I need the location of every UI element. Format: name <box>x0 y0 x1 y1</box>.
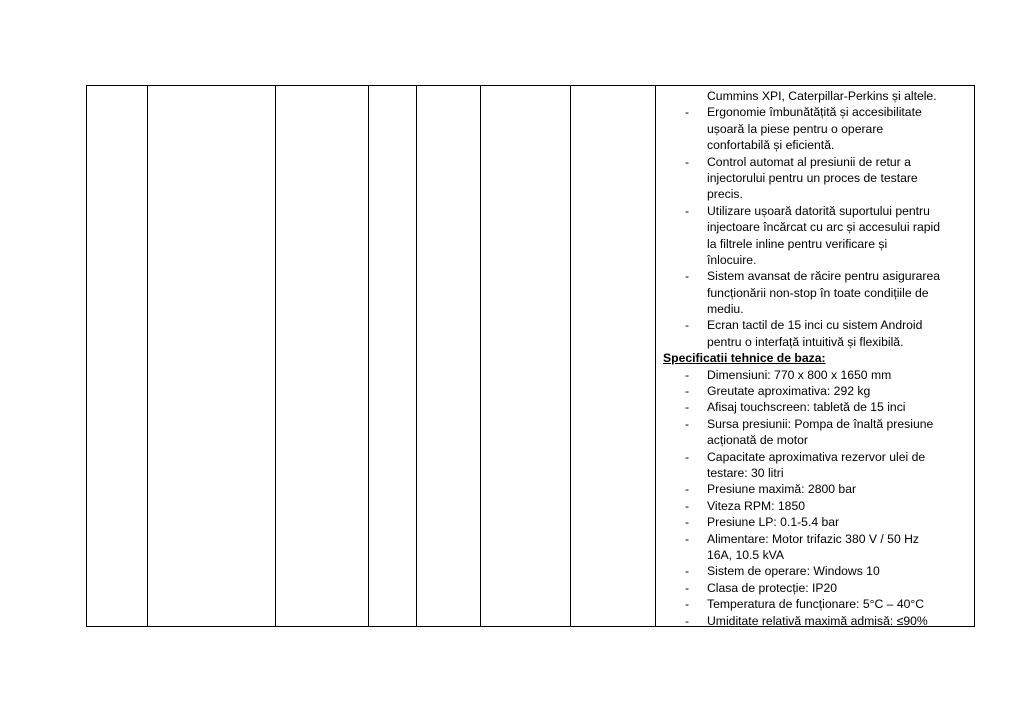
list-item-text: ușoară la piese pentru o operare <box>707 121 884 136</box>
column-divider <box>570 86 571 626</box>
specs-heading-row <box>658 350 974 366</box>
list-bullet-dash: - <box>685 498 690 513</box>
feature-list-item <box>658 104 974 120</box>
list-item-text: Sistem de operare: Windows 10 <box>707 564 880 579</box>
list-item-text: Temperatura de funcționare: 5°C – 40°C <box>707 597 925 612</box>
list-item-text: Presiune LP: 0.1-5.4 bar <box>707 515 840 530</box>
list-item-text: testare: 30 litri <box>707 465 784 480</box>
list-item-text: Umiditate relativă maximă admisă: ≤90% <box>707 613 928 628</box>
column-divider <box>147 86 148 626</box>
list-item-text: Utilizare ușoară datorită suportului pentru <box>707 203 930 218</box>
list-item-text: Alimentare: Motor trifazic 380 V / 50 Hz <box>707 531 920 546</box>
feature-list-item <box>658 334 974 350</box>
list-bullet-dash: - <box>685 597 690 612</box>
spec-list-item <box>658 563 974 579</box>
spec-list-item <box>658 547 974 563</box>
feature-list-item <box>658 170 974 186</box>
spec-list-item <box>658 449 974 465</box>
spec-list-item <box>658 416 974 432</box>
list-item-text: Cummins XPI, Caterpillar-Perkins și altele. <box>707 89 937 103</box>
spec-list-item <box>658 613 974 629</box>
list-bullet-dash: - <box>685 515 690 530</box>
column-divider <box>480 86 481 626</box>
list-bullet-dash: - <box>685 269 690 284</box>
list-item-text: acționată de motor <box>707 433 808 448</box>
list-item-text: mediu. <box>707 302 744 317</box>
list-item-text: Ergonomie îmbunătățită și accesibilitate <box>707 105 922 120</box>
spec-list-item <box>658 481 974 497</box>
spec-list-item <box>658 465 974 481</box>
list-bullet-dash: - <box>685 318 690 333</box>
list-item-text: Sursa presiunii: Pompa de înaltă presiune <box>707 416 934 431</box>
list-item-text: Ecran tactil de 15 inci cu sistem Android <box>707 318 923 333</box>
feature-list-item <box>658 88 974 104</box>
feature-list-item <box>658 285 974 301</box>
list-item-text: la filtrele inline pentru verificare și <box>707 236 888 251</box>
feature-list-item <box>658 186 974 202</box>
list-bullet-dash: - <box>685 531 690 546</box>
spec-list-item <box>658 367 974 383</box>
list-item-text: 16A, 10.5 kVA <box>707 547 785 562</box>
feature-list-item <box>658 236 974 252</box>
list-item-text: Control automat al presiunii de retur a <box>707 154 911 169</box>
list-item-text: Dimensiuni: 770 x 800 x 1650 mm <box>707 367 892 382</box>
feature-list-item <box>658 301 974 317</box>
list-item-text: Greutate aproximativa: 292 kg <box>707 384 871 399</box>
spec-list-item <box>658 514 974 530</box>
feature-list-item <box>658 219 974 235</box>
list-item-text: pentru o interfață intuitivă și flexibilă. <box>707 334 904 349</box>
list-bullet-dash: - <box>685 613 690 628</box>
list-bullet-dash: - <box>685 367 690 382</box>
spec-list-item <box>658 383 974 399</box>
feature-list-item <box>658 268 974 284</box>
specifications-cell <box>658 88 974 629</box>
spec-list-item <box>658 432 974 448</box>
feature-list-item <box>658 252 974 268</box>
feature-list-item <box>658 154 974 170</box>
list-bullet-dash: - <box>685 580 690 595</box>
list-bullet-dash: - <box>685 384 690 399</box>
list-bullet-dash: - <box>685 482 690 497</box>
list-bullet-dash: - <box>685 449 690 464</box>
list-item-text: Afisaj touchscreen: tabletă de 15 inci <box>707 400 906 415</box>
column-divider <box>655 86 656 626</box>
list-bullet-dash: - <box>685 105 690 120</box>
list-item-text: injectorului pentru un proces de testare <box>707 170 918 185</box>
list-item-text: înlocuire. <box>707 252 757 267</box>
feature-list-item <box>658 317 974 333</box>
spec-table <box>86 85 975 627</box>
list-bullet-dash: - <box>685 400 690 415</box>
list-bullet-dash: - <box>685 564 690 579</box>
column-divider <box>416 86 417 626</box>
list-item-text: Clasa de protecție: IP20 <box>707 580 838 595</box>
column-divider <box>275 86 276 626</box>
list-item-text: injectoare încărcat cu arc și accesului rapid <box>707 220 941 235</box>
list-item-text: funcționării non-stop în toate condițiile de <box>707 285 929 300</box>
list-item-text: precis. <box>707 187 743 202</box>
list-item-text: Presiune maximă: 2800 bar <box>707 482 857 497</box>
spec-list-item <box>658 399 974 415</box>
spec-list-item <box>658 531 974 547</box>
list-bullet-dash: - <box>685 416 690 431</box>
spec-list-item <box>658 498 974 514</box>
list-item-text: Sistem avansat de răcire pentru asigurarea <box>707 269 941 284</box>
list-item-text: Viteza RPM: 1850 <box>707 498 806 513</box>
spec-list-item <box>658 596 974 612</box>
feature-list-item <box>658 203 974 219</box>
list-item-text: Capacitate aproximativa rezervor ulei de <box>707 449 926 464</box>
list-bullet-dash: - <box>685 203 690 218</box>
list-bullet-dash: - <box>685 154 690 169</box>
spec-list-item <box>658 580 974 596</box>
list-item-text: confortabilă și eficientă. <box>707 138 835 153</box>
feature-list-item <box>658 137 974 153</box>
specs-heading: Specificatii tehnice de baza: <box>663 351 826 366</box>
column-divider <box>368 86 369 626</box>
feature-list-item <box>658 121 974 137</box>
